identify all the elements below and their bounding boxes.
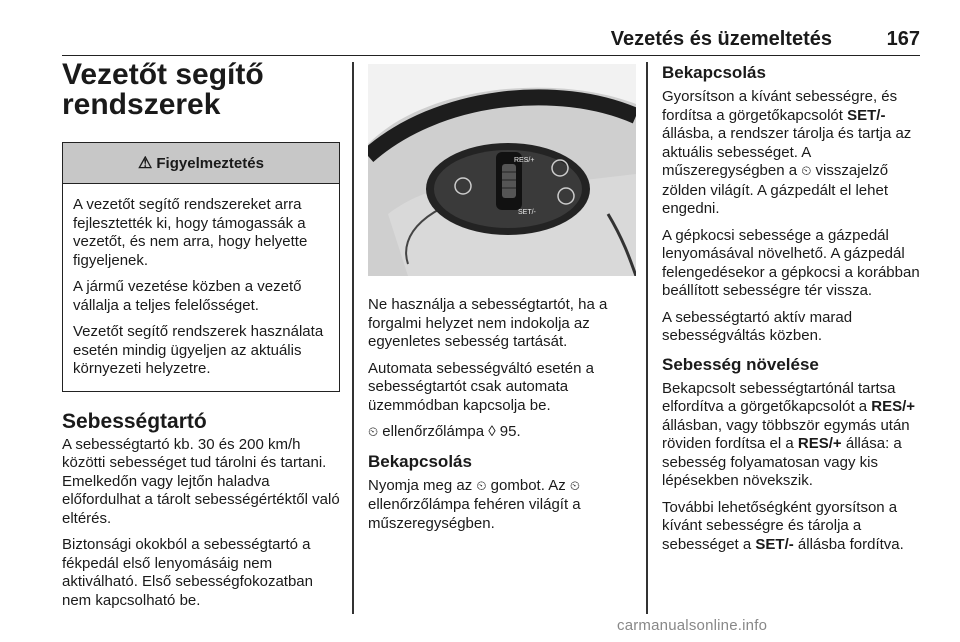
column-1 bbox=[62, 60, 340, 618]
body-paragraph: A sebességtartó aktív marad sebességváltás közben. bbox=[662, 308, 853, 344]
warning-paragraph: A vezetőt segítő rendszereket arra fejlesztették ki, hogy támogassák a vezetőt, és nem arra, hogy helyette figyeljenek. bbox=[73, 196, 308, 269]
watermark: carmanualsonline.info bbox=[617, 617, 768, 634]
body-paragraph: Automata sebességváltó esetén a sebességtartót csak automata üzemmódban kapcsolja be. bbox=[368, 359, 594, 414]
page-header bbox=[62, 22, 920, 52]
chapter-title: Vezetés és üzemeltetés bbox=[610, 28, 832, 50]
body-paragraph: A gépkocsi sebessége a gázpedál lenyomásával növelhető. A gázpedál felengedésekor a gépkocsi a korábban beállított sebességre tér vissza. bbox=[662, 226, 920, 299]
steering-wheel-drawing bbox=[368, 64, 636, 276]
header-rule bbox=[62, 55, 920, 56]
body-paragraph: Bekapcsolt sebességtartónál tartsa elfordítva a görgetőkapcsolót a RES/+ állásban, vagy többször egymás után röviden fordítsa el a RES/+ állása: a sebesség folyamatosan vagy kis lépésekben növekszik. bbox=[662, 379, 916, 489]
body-paragraph: A sebességtartó kb. 30 és 200 km/h közötti sebességet tud tárolni és tartani. Emelkedőn vagy lejtőn haladva előfordulhat a tárolt sebességértéktől való eltérés. bbox=[62, 435, 340, 527]
subheading-activation: Bekapcsolás bbox=[368, 451, 472, 471]
set-label-inline: SET/- bbox=[755, 535, 794, 553]
body-paragraph: További lehetőségként gyorsítson a kívánt sebességre és tárolja a sebességet a SET/- állásba fordítva. bbox=[662, 498, 904, 553]
warning-paragraph: A jármű vezetése közben a vezető vállalja a teljes felelősséget. bbox=[73, 278, 302, 314]
page-number: 167 bbox=[886, 28, 920, 50]
warning-paragraph: Vezetőt segítő rendszerek használata esetén mindig ügyeljen az aktuális környezeti helyzetre. bbox=[73, 323, 324, 377]
warning-heading: Figyelmeztetés bbox=[156, 154, 264, 172]
cruise-control-icon: ⏲ bbox=[801, 164, 812, 179]
body-paragraph: Ne használja a sebességtartót, ha a forgalmi helyzet nem indokolja az egyenletes sebesség tartását. bbox=[368, 296, 608, 350]
column-2 bbox=[368, 64, 636, 541]
res-label-inline: RES/+ bbox=[871, 398, 916, 415]
subheading-activation: Bekapcsolás bbox=[662, 63, 766, 82]
cruise-control-icon: ⏲ bbox=[368, 425, 379, 440]
body-paragraph: Biztonsági okokból a sebességtartó a fékpedál első lenyomásáig nem aktiválható. Első sebességfokozatban nem kapcsolható be. bbox=[62, 536, 313, 609]
steering-wheel-illustration bbox=[368, 64, 636, 276]
section-heading-cruise: Sebességtartó bbox=[62, 409, 207, 433]
warning-header bbox=[63, 143, 339, 184]
body-paragraph: Gyorsítson a kívánt sebességre, és fordítsa a görgetőkapcsolót SET/- állásba, a rendszer tárolja és tartja az aktuális sebességet. A műszeregységben a ⏲ visszajelző zölden világít. A gázpedált el lehet engedni. bbox=[662, 88, 912, 217]
res-label-inline: RES/+ bbox=[797, 435, 842, 452]
cruise-control-icon: ⏲ bbox=[569, 478, 581, 494]
warning-body bbox=[63, 184, 339, 391]
section-title: Vezetőt segítő rendszerek bbox=[62, 58, 264, 121]
body-paragraph: Nyomja meg az ⏲ gombot. Az ⏲ ellenőrzőlámpa fehéren világít a műszeregységben. bbox=[368, 476, 581, 532]
page-link-arrow[interactable]: ◊ bbox=[488, 423, 496, 440]
cruise-control-icon: ⏲ bbox=[476, 478, 487, 494]
warning-triangle-icon: ⚠ bbox=[138, 155, 153, 172]
column-divider-left bbox=[352, 62, 354, 614]
res-label: RES/+ bbox=[514, 157, 535, 164]
column-3 bbox=[662, 60, 932, 562]
reference-line: ⏲ ellenőrzőlámpa ◊ 95. bbox=[368, 423, 521, 440]
set-label: SET/- bbox=[518, 209, 536, 216]
warning-box bbox=[62, 142, 340, 392]
subheading-speed-increase: Sebesség növelése bbox=[662, 354, 819, 374]
set-label-inline: SET/- bbox=[847, 106, 886, 124]
column-divider-right bbox=[646, 62, 648, 614]
